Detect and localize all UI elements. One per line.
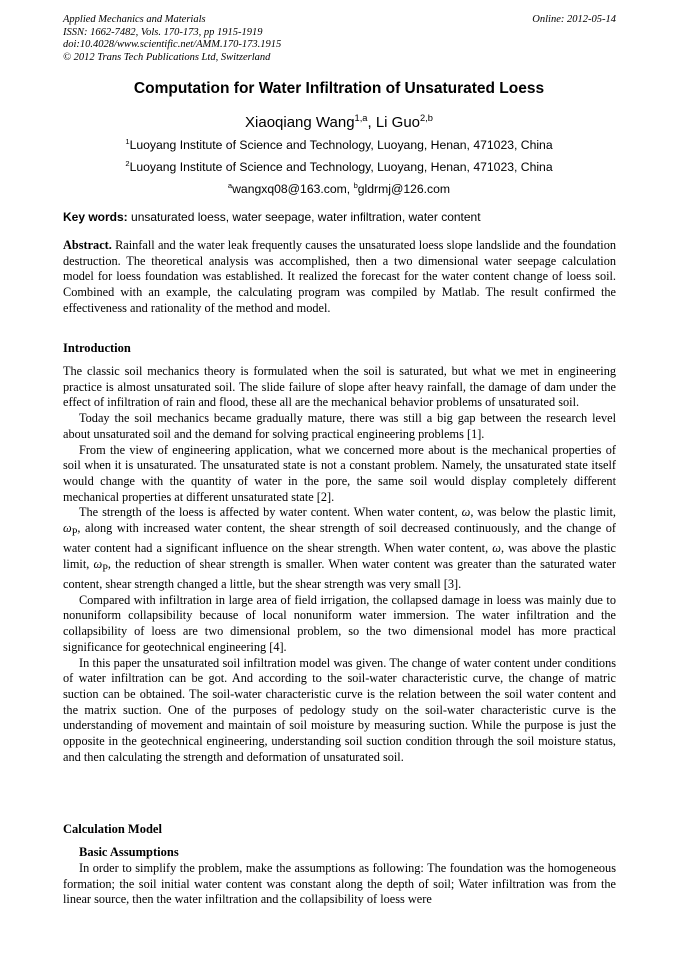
affiliation-number: 1 bbox=[125, 136, 130, 146]
author-name: Li Guo bbox=[375, 114, 421, 131]
omega-symbol: ω bbox=[461, 505, 471, 520]
subscript-p: P bbox=[71, 527, 78, 539]
journal-name: Applied Mechanics and Materials bbox=[63, 14, 206, 25]
online-date: Online: 2012-05-14 bbox=[532, 14, 616, 25]
abstract-text: Rainfall and the water leak frequently causes the unsaturated loess slope landslide and the foundation destruction. The theoretical analysis was accomplished, then a two dimensional water seepage calculation model for loess foundation was established. It realized the forecast for the water content change of loess soil. Combined with an example, the calculating program was compiled by Matlab. The result confirmed the effectiveness and rationality of the method and model. bbox=[63, 238, 616, 315]
doi-line: doi:10.4028/www.scientific.net/AMM.170-173.1915 bbox=[63, 39, 282, 51]
keywords-text: unsaturated loess, water seepage, water infiltration, water content bbox=[127, 210, 481, 224]
author-line bbox=[0, 114, 678, 131]
paragraph: In order to simplify the problem, make the assumptions as following: The foundation was the homogeneous formation; the soil initial water content was constant along the depth of soil; Water infiltration was from the linear source, then the water infiltration and the collapsibility of loess were bbox=[63, 861, 616, 907]
section-heading: Calculation Model bbox=[63, 822, 162, 836]
email-marker: a bbox=[227, 180, 233, 190]
affiliation-number: 2 bbox=[125, 158, 130, 168]
section-heading: Introduction bbox=[63, 341, 131, 355]
author-name: Xiaoqiang Wang bbox=[245, 114, 355, 131]
keywords bbox=[63, 210, 616, 224]
abstract bbox=[63, 238, 616, 317]
author-separator: , bbox=[367, 114, 376, 131]
copyright-line: © 2012 Trans Tech Publications Ltd, Switzerland bbox=[63, 51, 271, 63]
email-line bbox=[0, 182, 678, 196]
issn-line: ISSN: 1662-7482, Vols. 170-173, pp 1915-1919 bbox=[63, 26, 263, 38]
email-address: wangxq08@163.com, bbox=[232, 182, 354, 196]
email-address: gldrmj@126.com bbox=[357, 182, 451, 196]
paper-title: Computation for Water Infiltration of Unsaturated Loess bbox=[133, 80, 545, 97]
affiliation-1 bbox=[0, 138, 678, 152]
affiliation-2 bbox=[0, 160, 678, 174]
paragraph: Compared with infiltration in large area of field irrigation, the collapsed damage in loess was mainly due to nonuniform collapsibility because of local nonuniform water immersion. The water infiltration and the collapsibility of loess are two dimensional problem, so the two dimensional model has more practical significance for geotechnical engineering [4]. bbox=[63, 592, 616, 654]
subsection-heading: Basic Assumptions bbox=[79, 845, 179, 859]
omega-symbol: ω bbox=[492, 541, 501, 556]
email-marker: b bbox=[353, 180, 358, 190]
omega-symbol: ω bbox=[63, 521, 72, 536]
paragraph: In this paper the unsaturated soil infiltration model was given. The change of water content under conditions of water infiltration can be got. And according to the soil-water characteristic curve, the change of matric suction can be obtained. The soil-water characteristic curve is the relation between the soil water content and the matrix suction. One of the purposes of pedology study on the soil-water characteristic curve is the understanding of movement and maintain of soil moisture by measuring suction. While the purpose is just the opposite in the geotechnical engineering, understanding soil suction condition through the soil moisture status, and then calculating the strength and deformation of unsaturated soil. bbox=[63, 655, 616, 764]
author-superscript: 1,a bbox=[354, 113, 368, 123]
calculation-body bbox=[63, 861, 616, 908]
author-superscript: 2,b bbox=[420, 113, 433, 123]
paragraph: The classic soil mechanics theory is formulated when the soil is saturated, but what we met in engineering practice is almost unsaturated soil. The slide failure of slope after heavy rainfall, the damage of dam under the effect of infiltration of rain and flood, these all are the mechanical behavior problems of unsaturated soil. bbox=[63, 364, 616, 410]
paragraph: Today the soil mechanics became gradually mature, there was still a big gap between the research level about unsaturated soil and the demand for solving practical engineering problems [1]. bbox=[63, 411, 616, 441]
paragraph: The strength of the loess is affected by water content. When water content, ω, was below the plastic limit, $\omega_P$, along with increased water content, the shear strength of soil decreased continuously, and the change of water content had a significant influence on the shear strength. When water content, ω, was above the plastic limit, $\omega_P$, the reduction of shear strength is smaller. When water content was greater than the saturated water content, shear strength changed a little, but the shear strength was very small [3]. bbox=[63, 505, 616, 592]
omega-symbol: ω bbox=[93, 556, 103, 571]
abstract-label: Abstract. bbox=[63, 238, 112, 252]
affiliation-text: Luoyang Institute of Science and Technology, Luoyang, Henan, 471023, China bbox=[129, 160, 553, 174]
introduction-body bbox=[63, 364, 616, 765]
affiliation-text: Luoyang Institute of Science and Technology, Luoyang, Henan, 471023, China bbox=[129, 138, 553, 152]
paragraph: From the view of engineering application, what we concerned more about is the mechanical properties of soil when it is unsaturated. The unsaturated state is not a constant problem. Namely, the unsaturated state itself would change with the quantity of water in the pore, the same soil would display completely different mechanical properties at different unsaturated state [2]. bbox=[63, 442, 616, 504]
journal-header bbox=[63, 14, 616, 64]
subscript-p: P bbox=[102, 563, 108, 575]
keywords-label: Key words: bbox=[63, 210, 128, 224]
